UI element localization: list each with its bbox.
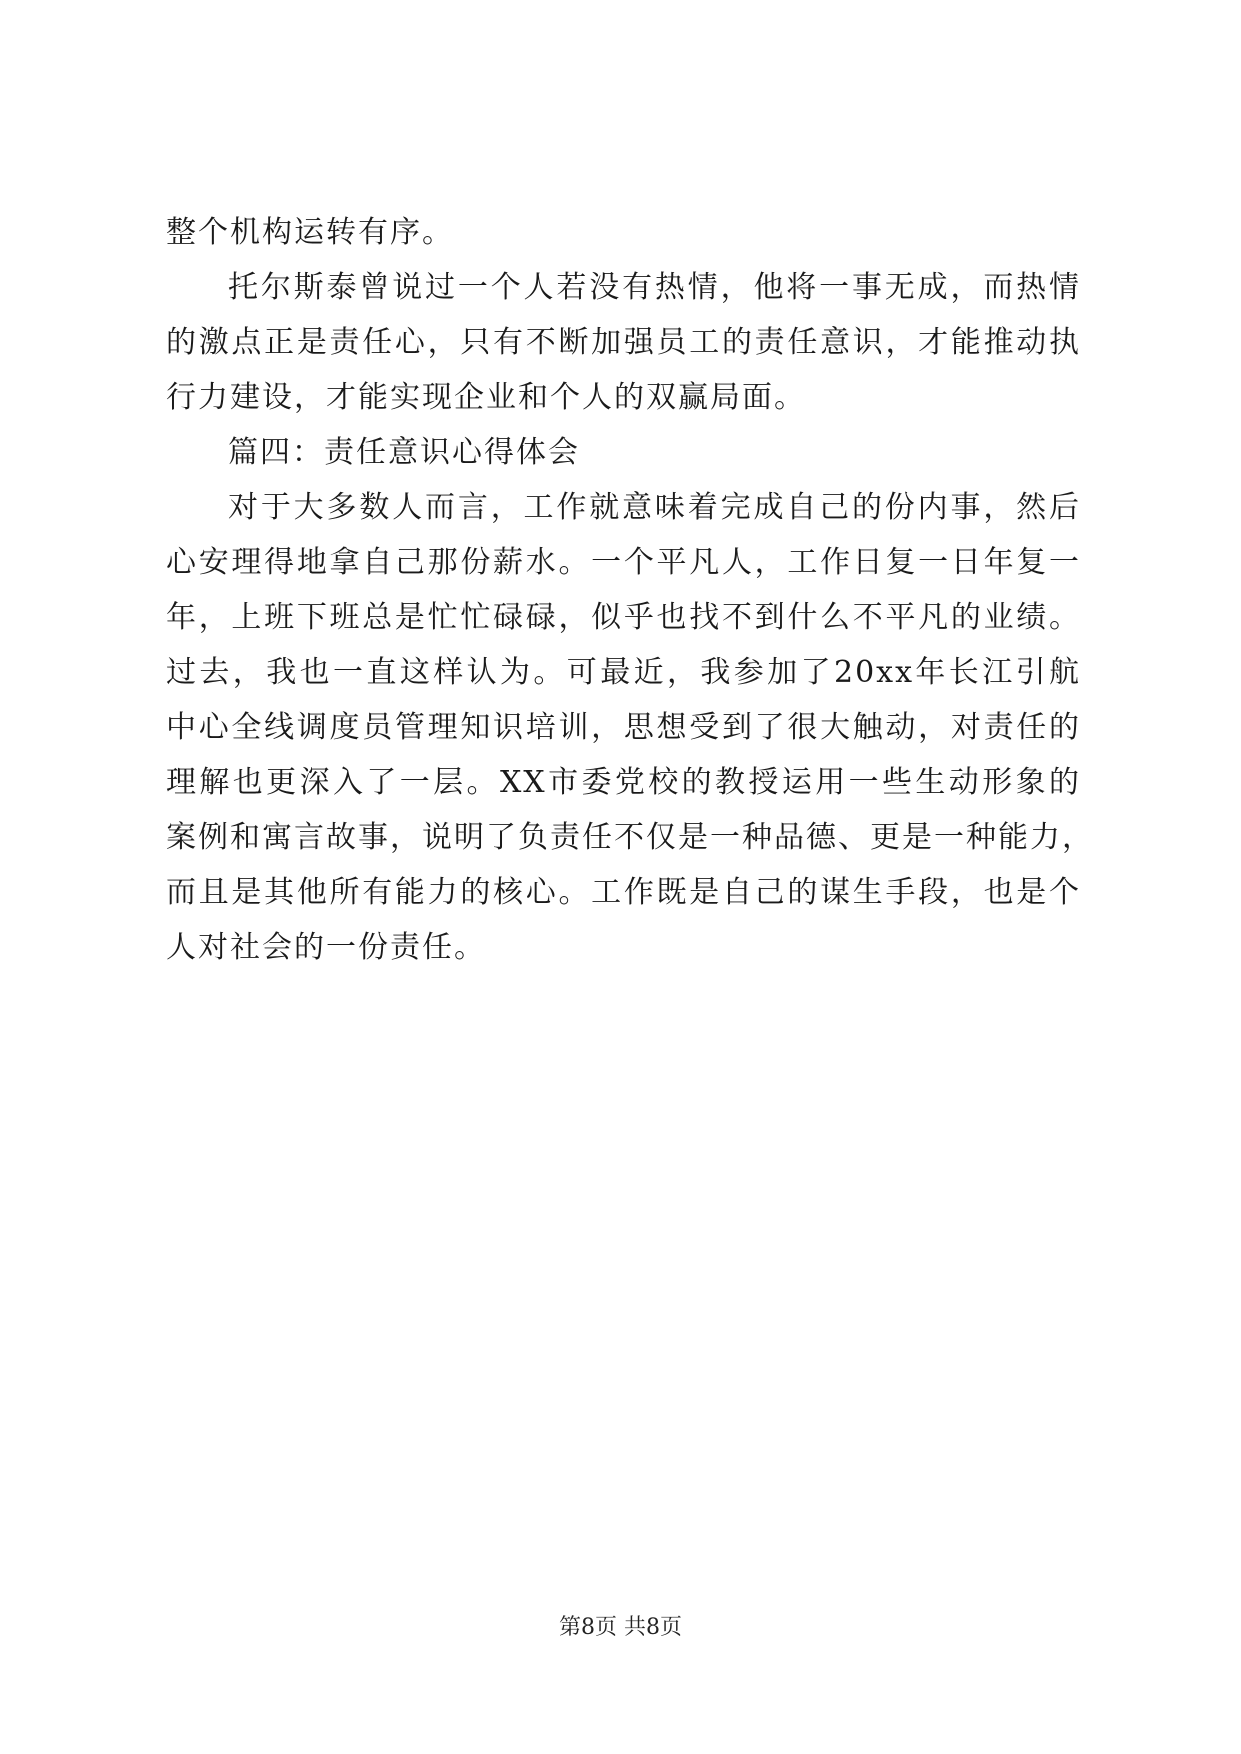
paragraph-line: 的激点正是责任心，只有不断加强员工的责任意识，才能推动执 <box>166 325 1081 360</box>
paragraph-line: 心安理得地拿自己那份薪水。一个平凡人，工作日复一日年复一 <box>166 545 1081 580</box>
paragraph-line: 人对社会的一份责任。 <box>166 930 486 965</box>
paragraph-line: 行力建设，才能实现企业和个人的双赢局面。 <box>166 380 806 415</box>
paragraph-line: 过去，我也一直这样认为。可最近，我参加了20xx年长江引航 <box>166 655 1081 690</box>
paragraph-line: 案例和寓言故事，说明了负责任不仅是一种品德、更是一种能力， <box>166 820 1094 855</box>
paragraph-line: 中心全线调度员管理知识培训，思想受到了很大触动，对责任的 <box>166 710 1081 745</box>
paragraph-line: 整个机构运转有序。 <box>166 215 454 250</box>
page-footer: 第8页 共8页 <box>559 1615 682 1640</box>
paragraph-line: 而且是其他所有能力的核心。工作既是自己的谋生手段，也是个 <box>166 875 1081 910</box>
section-heading: 篇四：责任意识心得体会 <box>228 435 580 470</box>
paragraph-line: 托尔斯泰曾说过一个人若没有热情，他将一事无成，而热情 <box>228 270 1081 305</box>
paragraph-line: 年，上班下班总是忙忙碌碌，似乎也找不到什么不平凡的业绩。 <box>166 600 1081 635</box>
paragraph-line: 理解也更深入了一层。XX市委党校的教授运用一些生动形象的 <box>166 765 1081 800</box>
document-body <box>166 205 1094 975</box>
paragraph-line: 对于大多数人而言，工作就意味着完成自己的份内事，然后 <box>228 490 1081 525</box>
